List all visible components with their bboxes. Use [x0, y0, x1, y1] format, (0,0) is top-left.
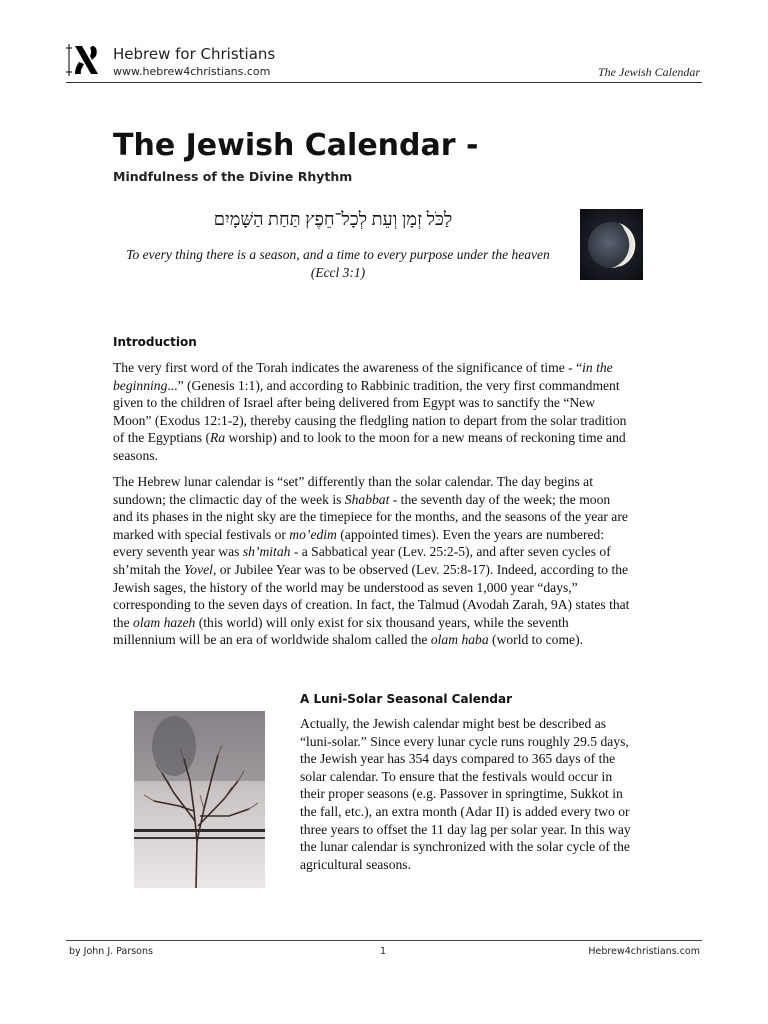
page-title: The Jewish Calendar -: [113, 128, 479, 163]
site-title: Hebrew for Christians: [113, 45, 276, 63]
footer-site: Hebrew4christians.com: [588, 946, 700, 957]
page-number: 1: [380, 946, 387, 957]
running-head: The Jewish Calendar: [598, 65, 700, 79]
luni-solar-paragraph: Actually, the Jewish calendar might best be described as “luni-solar.” Since every lunar cycle runs roughly 29.5 days, the Jewish year has 354 days compared to 365 days of the solar calendar. To ensure that the festivals would occur in their proper seasons (e.g. Passover in springtime, Sukkot in the fall, etc.), an extra month (Adar II) is added every two or three years to offset the 11 day lag per solar year. In this way the lunar calendar is synchronized with the solar cycle of the agricultural seasons.: [300, 716, 631, 872]
aleph-logo-icon: [66, 40, 104, 80]
intro-paragraph-1: The very first word of the Torah indicates the awareness of the significance of time - “in the beginning...” (Genesis 1:1), and according to Rabbinic tradition, the very first commandment given to the children of Israel after being delivered from Egypt was to sanctify the “New Moon” (Exodus 12:1-2), thereby causing the fledgling nation to depart from the solar tradition of the Egyptians (Ra worship) and to look to the moon for a new means of reckoning time and seasons.: [113, 360, 627, 463]
winter-tree-photo: [134, 711, 265, 888]
page-subtitle: Mindfulness of the Divine Rhythm: [113, 169, 353, 184]
section-heading-introduction: Introduction: [113, 335, 197, 349]
footer-divider: [66, 940, 702, 941]
verse-translation: To every thing there is a season, and a time to every purpose under the heaven (Eccl 3:1): [126, 247, 550, 280]
site-url: www.hebrew4christians.com: [113, 65, 271, 78]
section-heading-luni-solar: A Luni-Solar Seasonal Calendar: [300, 692, 512, 706]
intro-paragraph-2: The Hebrew lunar calendar is “set” differently than the solar calendar. The day begins at sundown; the climactic day of the week is Shabbat - the seventh day of the week; the moon and its phases in the night sky are the timepiece for the months, and the seasons of the year are marked with special festivals or mo’edim (appointed times). Even the years are numbered: every seventh year was sh’mitah - a Sabbatical year (Lev. 25:2-5), and after seven cycles of sh’mitah the Yovel, or Jubilee Year was to be observed (Lev. 25:8-17). Indeed, according to the Jewish sages, the history of the world may be understood as seven 1,000 year “days,” corresponding to the seven days of creation. In fact, the Talmud (Avodah Zarah, 9A) states that the olam hazeh (this world) will only exist for six thousand years, while the seventh millennium will be an era of worldwide shalom called the olam haba (world to come).: [113, 474, 630, 648]
crescent-moon-image: [580, 209, 643, 280]
footer-author: by John J. Parsons: [69, 946, 153, 957]
hebrew-verse: לַכֹּל זְמָן וְעֵת לְכָל־חֵפֶץ תַּחַת הַשָּׁמָיִם: [213, 209, 453, 229]
header-divider: [66, 82, 702, 83]
